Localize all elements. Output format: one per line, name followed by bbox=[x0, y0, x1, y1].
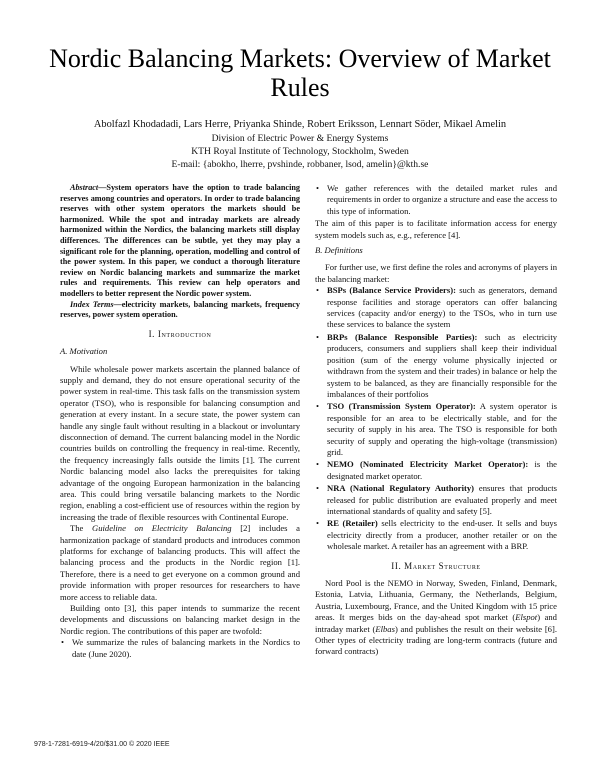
definition-term: BSPs (Balance Service Providers): bbox=[327, 285, 456, 296]
index-terms: Index Terms—electricity markets, balancing markets, frequency reserves, power system operation. bbox=[60, 299, 300, 320]
definition-term: BRPs (Balance Responsible Parties): bbox=[327, 331, 478, 342]
subsection-motivation-heading: A. Motivation bbox=[60, 346, 108, 357]
contribution-text: We gather references with the detailed market rules and requirements in order to organize a structure and ease the access to this type of information. bbox=[327, 183, 557, 216]
elspot-term: Elspot bbox=[515, 612, 538, 623]
definition-term: TSO (Transmission System Operator): bbox=[327, 401, 476, 412]
copyright-footer: 978-1-7281-6919-4/20/$31.00 © 2020 IEEE bbox=[34, 741, 170, 748]
ms-text-c: ) and publishes the result on their website [6]. Other types of electricity trading are long-term contracts (future and forward contracts) bbox=[315, 623, 557, 657]
bullet-icon: • bbox=[316, 331, 320, 342]
bullet-icon: • bbox=[316, 401, 320, 412]
ms-text-b: ) and intraday market ( bbox=[315, 612, 557, 634]
p2-pre: The bbox=[70, 523, 93, 534]
abstract-label: Abstract bbox=[70, 183, 99, 192]
bullet-icon: • bbox=[316, 518, 320, 529]
contribution-list bbox=[60, 637, 300, 660]
intro-paragraph-3: Building onto [3], this paper intends to summarize the recent developments and discussions on balancing market design in the Nordic region. The contributions of this paper are twofold: bbox=[60, 603, 300, 636]
index-terms-text: electricity markets, balancing markets, frequency reserves, power system operation. bbox=[60, 299, 300, 320]
market-structure-paragraph bbox=[315, 578, 557, 658]
intro-paragraph-1: While wholesale power markets ascertain the planned balance of supply and demand, they do not ensure operational security of the power system in real-time. This task falls on the transmission system operator (TSO), who is responsible for balancing consumption and generation at every instant. In a secure state, the power system can handle any single fault without resulting in a blackout or involuntary disconnection of demand. The current balancing model in the Nordic countries builds on controlling the frequency in real-time. Recently, the frequency increasingly falls outside the limits [1]. The current Nordic balancing model also lacks the prerequisites for taking advantage of the ongoing European harmonization in the balancing area. This could bring versatile balancing markets to the Nordic region, enabling a cost-efficient use of resources within the region by increasing the trade of flexible resources with Continental Europe. bbox=[60, 363, 300, 522]
definition-text: such as generators, demand response facilities and storage operators can offer balancing services (capacity and/or energy) to the TSOs, who in turn use these services to balance the system bbox=[327, 285, 557, 330]
contribution-text: We summarize the rules of balancing markets in the Nordics to date (June 2020). bbox=[72, 637, 300, 659]
abstract-text: System operators have the option to trade balancing reserves among countries and operators. In order to trade balancing reserves with other system operators the markets should be harmonized. While the spot and intraday markets are already harmonized within the Nordics, the balancing markets still display differences. The differences can be subtle, yet they may play a significant role for the planning, operation, modelling and control of the power system. In this paper, we conduct a thorough literature review on Nordic balancing markets and summarize the market rules and requirements. This review can help operators and modellers to better represent the Nordic power system. bbox=[60, 183, 300, 298]
elbas-term: Elbas bbox=[375, 623, 395, 634]
aim-paragraph: The aim of this paper is to facilitate information access for energy system models such as, e.g., reference [4]. bbox=[315, 218, 557, 240]
definition-item bbox=[315, 483, 557, 517]
definitions-list bbox=[315, 285, 557, 552]
abstract: Abstract—System operators have the option to trade balancing reserves among countries and operators. In order to trade balancing reserves with other system operators the markets should be harmonized. While the spot and intraday markets are already harmonized within the Nordics, the balancing markets still display differences. The differences can be subtle, yet they may play a significant role for the planning, operation, modelling and control of the power system. In this paper, we conduct a thorough literature review on Nordic balancing markets and summarize the market rules and requirements. This review can help operators and modellers to better represent the Nordic power system. bbox=[60, 183, 300, 298]
bullet-icon: • bbox=[316, 285, 320, 296]
ms-text-a: Nord Pool is the NEMO in Norway, Sweden, Finland, Denmark, Estonia, Latvia, Lithuania, Germany, the Netherlands, Belgium, Austria, Luxembourg, France, and the United Kingdom with 15 price areas. It merges bids on the day-ahead spot market ( bbox=[315, 578, 557, 623]
bullet-icon: • bbox=[61, 637, 65, 648]
index-terms-label: Index Terms bbox=[70, 299, 114, 309]
affiliation-email: E-mail: {abokho, lherre, pvshinde, robbaner, lsod, amelin}@kth.se bbox=[171, 159, 429, 170]
left-column bbox=[60, 183, 300, 661]
definitions-intro: For further use, we first define the roles and acronyms of players in the balancing market: bbox=[315, 262, 557, 284]
bullet-icon: • bbox=[316, 483, 320, 494]
definition-text: such as electricity producers, consumers and suppliers shall keep their individual position (sum of the energy volume physically injected or withdrawn from the system and their trades) in balance or help the system to be balanced, as they are financially responsible for the imbalances of their portfolios bbox=[327, 331, 557, 399]
guideline-reference: Guideline on Electricity Balancing bbox=[92, 523, 232, 534]
definition-item bbox=[315, 401, 557, 458]
definition-term: RE (Retailer) bbox=[327, 518, 378, 529]
p2-post: [2] includes a harmonization package of standard products and introduces common platforms for exchange of balancing products. This will affect the balancing process and the products in the Nordic region [1]. Therefore, there is a need to get everyone on a common ground and provide information with proper resources for researchers to have more access to reliable data. bbox=[60, 523, 300, 602]
definition-text: sells electricity to the end-user. It sells and buys electricity directly from a producer, another retailer or on the wholesale market. A retailer has an agreement with a BRP. bbox=[327, 518, 557, 552]
definition-item bbox=[315, 332, 557, 400]
definition-text: ensures that products released for public distribution are evaluated properly and meet international standards of quality and safety [5]. bbox=[327, 483, 558, 516]
affiliation-institute: KTH Royal Institute of Technology, Stockholm, Sweden bbox=[191, 146, 409, 157]
definition-item bbox=[315, 285, 557, 331]
definition-text: is the designated market operator. bbox=[327, 459, 557, 481]
contribution-list-continued bbox=[315, 183, 557, 217]
definition-term: NRA (National Regulatory Authority) bbox=[327, 483, 474, 494]
definition-text: A system operator is responsible for an area to be electrically stable, and for the security of supply in his area. The TSO is responsible for both security of supply and operating the high-voltage (transmission) grid. bbox=[327, 401, 557, 457]
bullet-icon: • bbox=[316, 459, 320, 470]
intro-paragraph-2 bbox=[60, 523, 300, 603]
section-market-structure-heading: II. Market Structure bbox=[391, 560, 481, 571]
right-column bbox=[315, 183, 557, 658]
definition-term: NEMO (Nominated Electricity Market Operator): bbox=[327, 459, 529, 470]
section-introduction-heading: I. Introduction bbox=[148, 328, 212, 339]
subsection-definitions-heading: B. Definitions bbox=[315, 245, 363, 256]
bullet-icon: • bbox=[316, 183, 320, 193]
affiliation-division: Division of Electric Power & Energy Systems bbox=[211, 133, 389, 144]
author-list: Abolfazl Khodadadi, Lars Herre, Priyanka Shinde, Robert Eriksson, Lennart Söder, Mikael Amelin bbox=[93, 119, 507, 130]
definition-item bbox=[315, 459, 557, 482]
paper-title: Nordic Balancing Markets: Overview of Market Rules bbox=[49, 44, 551, 102]
contribution-item bbox=[315, 183, 557, 217]
contribution-item bbox=[60, 637, 300, 660]
definition-item bbox=[315, 518, 557, 552]
